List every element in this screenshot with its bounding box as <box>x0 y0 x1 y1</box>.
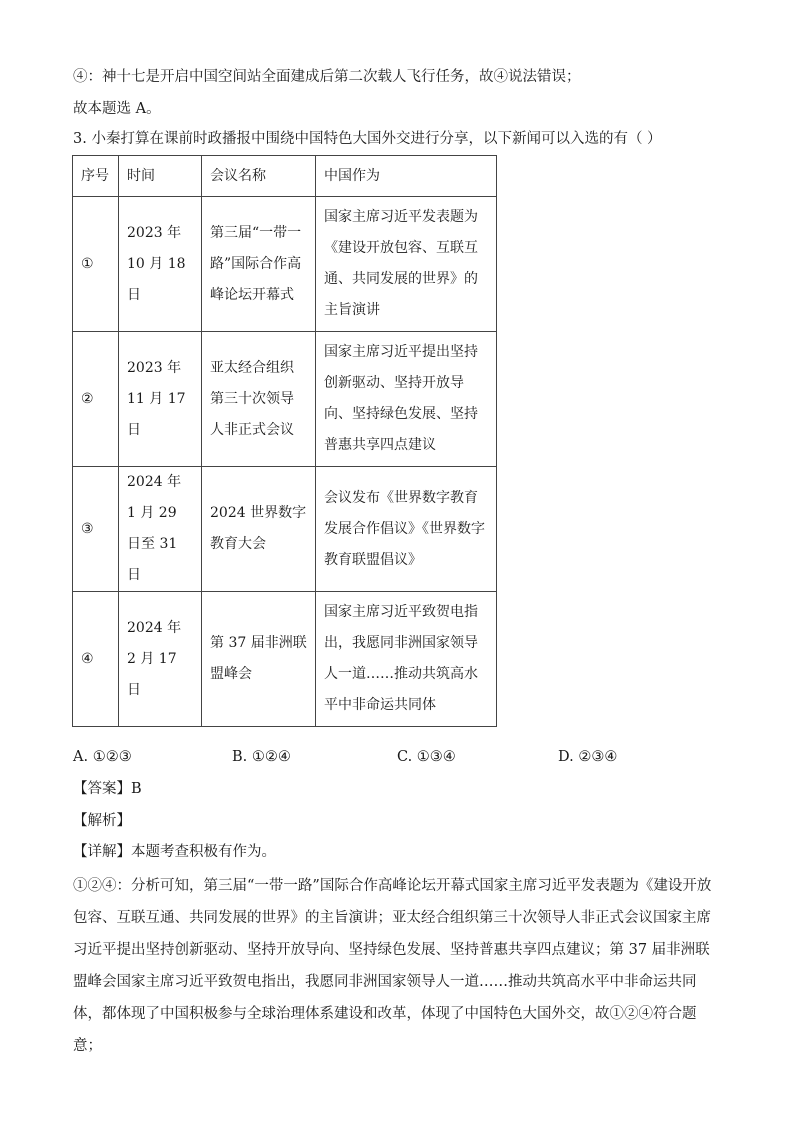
cell-no: ③ <box>73 467 119 592</box>
cell-meeting: 第 37 届非洲联盟峰会 <box>202 592 316 727</box>
cell-no: ④ <box>73 592 119 727</box>
option-c: C. ①③④ <box>397 749 456 765</box>
table-row <box>73 467 497 592</box>
question-3-stem: 3. 小秦打算在课前时政播报中围绕中国特色大国外交进行分享，以下新闻可以入选的有（ ） <box>73 131 662 147</box>
previous-answer-line: ④：神十七是开启中国空间站全面建成后第二次载人飞行任务，故④说法错误； <box>73 69 581 85</box>
cell-action: 国家主席习近平发表题为《建设开放包容、互联互通、共同发展的世界》的主旨演讲 <box>316 197 497 332</box>
cell-meeting: 亚太经合组织第三十次领导人非正式会议 <box>202 332 316 467</box>
table-row <box>73 592 497 727</box>
table-row <box>73 197 497 332</box>
answer-label: 【答案】B <box>73 781 142 797</box>
cell-meeting: 第三届“一带一路”国际合作高峰论坛开幕式 <box>202 197 316 332</box>
cell-time: 2024 年 2 月 17 日 <box>119 592 202 727</box>
cell-no: ② <box>73 332 119 467</box>
explanation-paragraph: ①②④：分析可知，第三届“一带一路”国际合作高峰论坛开幕式国家主席习近平发表题为《建设开放包容、互联互通、共同发展的世界》的主旨演讲；亚太经合组织第三十次领导人非正式会议国家主席习近平提出坚持创新驱动、坚持开放导向、坚持绿色发展、坚持普惠共享四点建议；第 37 届非洲联盟峰会国家主席习近平致贺电指出，我愿同非洲国家领导人一道……推动共筑高水平中非命运共同体，都体现了中国积极参与全球治理体系建设和改革，体现了中国特色大国外交，故①②④符合题意； <box>73 878 712 1054</box>
news-table <box>72 155 497 727</box>
header-meeting: 会议名称 <box>202 156 316 197</box>
table-row <box>73 332 497 467</box>
header-time: 时间 <box>119 156 202 197</box>
cell-action: 会议发布《世界数字教育发展合作倡议》《世界数字教育联盟倡议》 <box>316 467 497 592</box>
header-china-action: 中国作为 <box>316 156 497 197</box>
option-a: A. ①②③ <box>73 749 132 765</box>
cell-no: ① <box>73 197 119 332</box>
cell-time: 2023 年 11 月 17 日 <box>119 332 202 467</box>
cell-time: 2023 年 10 月 18 日 <box>119 197 202 332</box>
option-d: D. ②③④ <box>558 749 618 765</box>
header-no: 序号 <box>73 156 119 197</box>
table-header-row <box>73 156 497 197</box>
analysis-label: 【解析】 <box>73 813 131 829</box>
option-b: B. ①②④ <box>232 749 291 765</box>
cell-meeting: 2024 世界数字教育大会 <box>202 467 316 592</box>
detail-line: 【详解】本题考查积极有作为。 <box>73 844 276 860</box>
previous-conclusion-line: 故本题选 A。 <box>73 101 161 117</box>
cell-action: 国家主席习近平提出坚持创新驱动、坚持开放导向、坚持绿色发展、坚持普惠共享四点建议 <box>316 332 497 467</box>
cell-action: 国家主席习近平致贺电指出，我愿同非洲国家领导人一道……推动共筑高水平中非命运共同体 <box>316 592 497 727</box>
cell-time: 2024 年 1 月 29 日至 31 日 <box>119 467 202 592</box>
